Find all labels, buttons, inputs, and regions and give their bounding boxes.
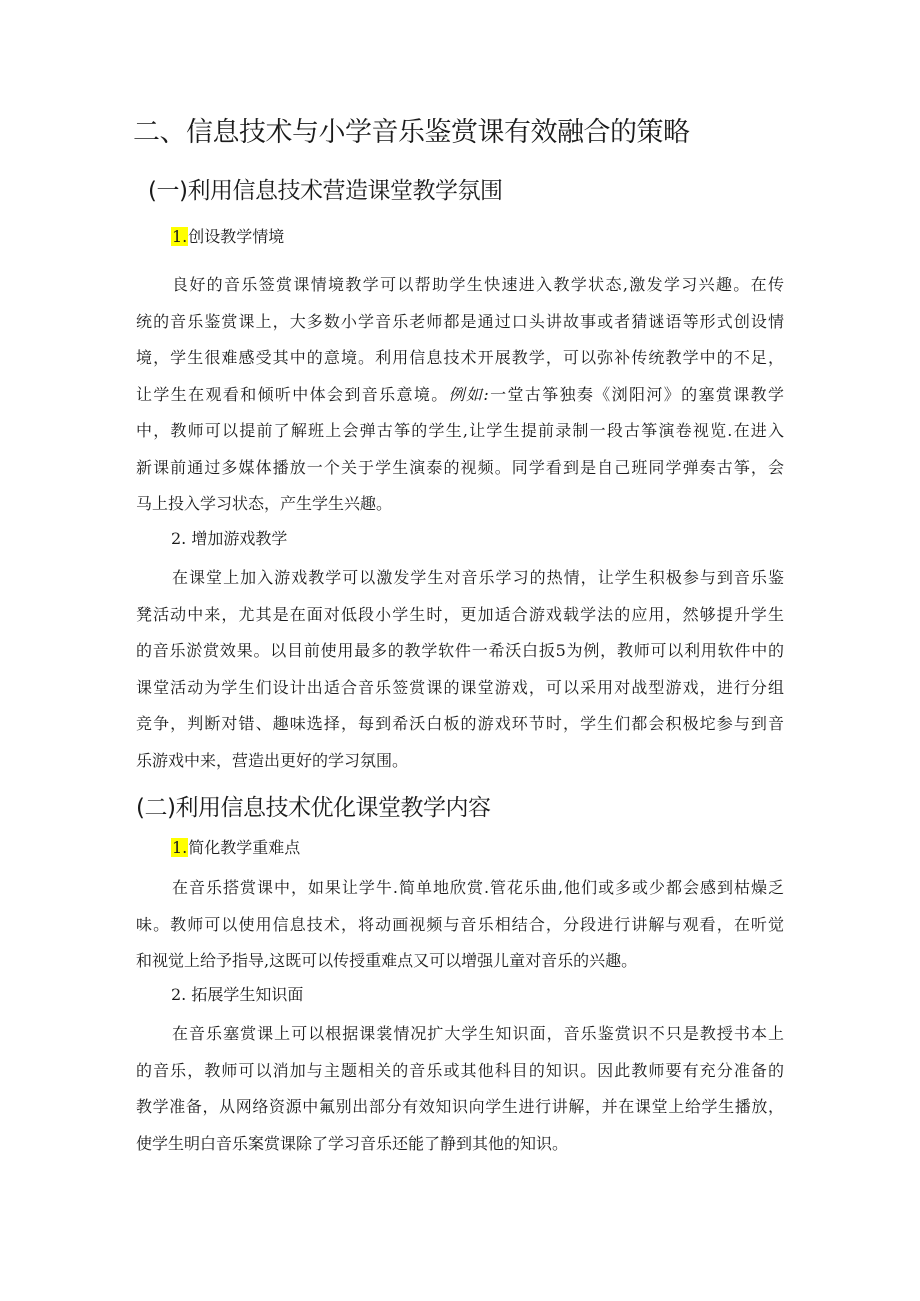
paragraph-line: 境，学生很难感受其中的意境。利用信息技术开展教学，可以弥补传统教学中的不足， bbox=[136, 348, 784, 367]
subheading-expand-knowledge bbox=[171, 983, 303, 1007]
paragraph-line: 的音乐淤赏效果。以目前使用最多的教学软件一希沃白扳5为例，教师可以利用软件中的 bbox=[136, 641, 784, 660]
paragraph-line: 竞争，判断对错、趣味选择，每到希沃白板的游戏环节时，学生们都会积极坨参与到音 bbox=[136, 714, 784, 733]
paragraph-line: 使学生明白音乐案赏课除了学习音乐还能了静到其他的知识。 bbox=[136, 1133, 569, 1153]
paragraph-line: 在课堂上加入游戏教学可以激发学生对音乐学习的热情，让学生积极参与到音乐鉴 bbox=[172, 568, 784, 587]
subheading-number: 2. bbox=[171, 529, 187, 548]
paragraph-line-with-example bbox=[136, 377, 784, 414]
subheading-game-teaching bbox=[171, 527, 287, 551]
section-heading-1: (一)利用信息技术营造课堂教学氛围 bbox=[148, 178, 503, 204]
paragraph-line: 凳活动中来，尤其是在面对低段小学生时，更加适合游戏载学法的应用，然够提升学生 bbox=[136, 604, 784, 624]
subheading-label: 拓展学生知识面 bbox=[191, 985, 304, 1004]
paragraph-create-context bbox=[136, 267, 784, 523]
subheading-label: 简化教学重难点 bbox=[188, 838, 301, 857]
paragraph-game-teaching bbox=[136, 560, 784, 779]
highlighted-number: 1. bbox=[172, 227, 188, 246]
main-heading: 二、信息技术与小学音乐鉴赏课有效融合的策略 bbox=[133, 117, 690, 148]
paragraph-line: 乐游戏中来，营造出更好的学习氛围。 bbox=[136, 750, 409, 770]
paragraph-line: 新课前通过多媒体播放一个关于学生演泰的视频。同学看到是自己班同学弹奏古筝，会 bbox=[136, 457, 784, 477]
example-label: 例如: bbox=[448, 384, 489, 404]
line-text-pre: 让学生在观看和倾听中体会到音乐意境。 bbox=[136, 384, 449, 404]
paragraph-line: 在音乐搭赏课中，如果让学牛.简单地欣赏.管花乐曲,他们或多或少都会感到枯燥乏 bbox=[172, 878, 784, 897]
line-text-post: 一堂古筝独奏《浏阳河》的塞赏课教学 bbox=[488, 384, 784, 404]
subheading-simplify bbox=[171, 836, 300, 860]
paragraph-line: 课堂活动为学生们设计出适合音乐签赏课的课堂游戏，可以采用对战型游戏，进行分组 bbox=[136, 677, 784, 697]
paragraph-line: 统的音乐鉴赏课上，大多数小学音乐老师都是通过口头讲故事或者猜谜语等形式创设情 bbox=[136, 311, 784, 331]
paragraph-line: 中，教师可以提前了解班上会弹古筝的学生,让学生提前录制一段古筝演卷视览.在进入 bbox=[136, 421, 784, 440]
subheading-label: 增加游戏教学 bbox=[191, 529, 288, 548]
paragraph-line: 的音乐，教师可以消加与主题相关的音乐或其他科目的知识。因此教师要有充分准备的 bbox=[136, 1060, 784, 1080]
paragraph-expand-knowledge bbox=[136, 1016, 784, 1162]
paragraph-line: 在音乐塞赏课上可以根据课裳情况扩大学生知识面，音乐鉴赏识不只是教授书本上 bbox=[172, 1024, 784, 1043]
subheading-create-context bbox=[171, 225, 284, 249]
paragraph-line: 良好的音乐签赏课情境教学可以帮助学生快速进入教学状态,激发学习兴趣。在传 bbox=[172, 275, 784, 294]
paragraph-line: 教学准备，从网络资源中氟别出部分有效知识向学生进行讲解，并在课堂上给学生播放， bbox=[136, 1097, 784, 1116]
highlighted-number: 1. bbox=[172, 838, 188, 857]
subheading-label: 创设教学情境 bbox=[188, 227, 285, 246]
paragraph-simplify bbox=[136, 870, 784, 980]
paragraph-line: 味。教师可以使用信息技术，将动画视频与音乐相结合，分段进行讲解与观看，在听觉 bbox=[136, 914, 784, 934]
subheading-number: 2. bbox=[171, 985, 187, 1004]
paragraph-line: 和视觉上给予指导,这既可以传授重难点又可以增强儿童对音乐的兴趣。 bbox=[136, 951, 638, 970]
section-heading-2: (二)利用信息技术优化课堂教学内容 bbox=[136, 795, 491, 821]
paragraph-line: 马上投入学习状态，产生学生兴趣。 bbox=[136, 494, 393, 513]
